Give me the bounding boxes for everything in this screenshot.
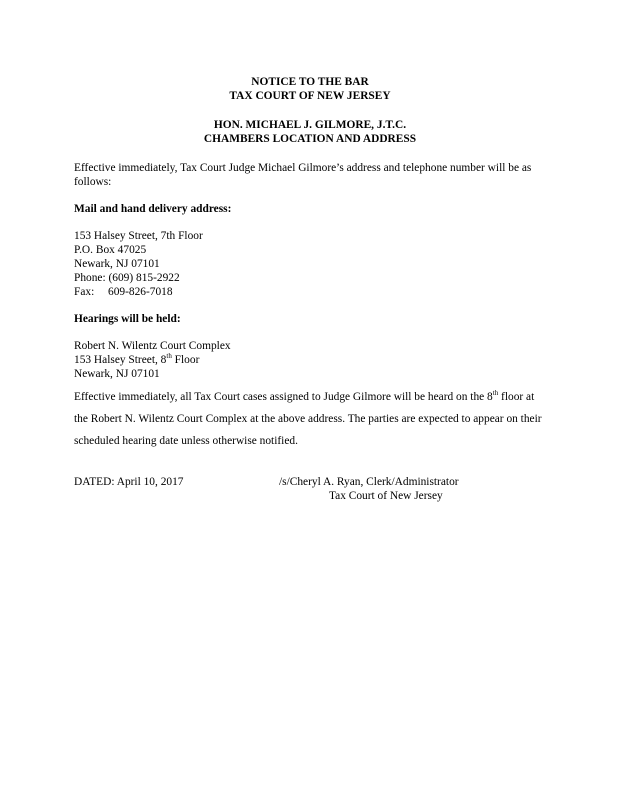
- signature-row: [74, 475, 546, 507]
- notice-ordinal: th: [492, 389, 499, 397]
- hearings-street-floor: Floor: [171, 354, 200, 366]
- judge-name: HON. MICHAEL J. GILMORE, J.T.C.: [213, 119, 407, 131]
- hearings-heading: Hearings will be held:: [74, 313, 181, 325]
- mail-city: Newark, NJ 07101: [74, 258, 160, 270]
- fax-number: 609-826-7018: [108, 286, 173, 298]
- hearings-street-text: 153 Halsey Street, 8: [74, 354, 167, 366]
- intro-paragraph: Effective immediately, Tax Court Judge Michael Gilmore’s address and telephone number will be as follows:: [74, 162, 532, 188]
- chambers-heading: CHAMBERS LOCATION AND ADDRESS: [203, 133, 417, 145]
- mail-address-block: [74, 229, 546, 299]
- mail-phone: Phone: (609) 815-2922: [74, 272, 180, 284]
- hearings-street-ordinal: th: [166, 352, 172, 360]
- signature-court: Tax Court of New Jersey: [329, 490, 443, 502]
- court-name: TAX COURT OF NEW JERSEY: [229, 90, 391, 102]
- fax-label: Fax:: [74, 286, 95, 298]
- notice-text-post: floor at the Robert N. Wilentz Court Complex at the above address. The parties are expected to appear on their scheduled hearing date unless otherwise notified.: [74, 391, 542, 447]
- dated-line: DATED: April 10, 2017: [74, 476, 184, 488]
- mail-street: 153 Halsey Street, 7th Floor: [74, 230, 203, 242]
- notice-document: [74, 75, 546, 507]
- hearings-address-block: [74, 339, 546, 381]
- mail-heading: Mail and hand delivery address:: [74, 203, 232, 215]
- notice-paragraph: [74, 386, 546, 452]
- signature-line: /s/Cheryl A. Ryan, Clerk/Administrator: [279, 476, 459, 488]
- notice-text-pre: Effective immediately, all Tax Court cases assigned to Judge Gilmore will be heard on the 8: [74, 391, 493, 403]
- notice-title: NOTICE TO THE BAR: [251, 76, 369, 88]
- mail-fax: [74, 285, 546, 299]
- hearings-city: Newark, NJ 07101: [74, 368, 160, 380]
- hearings-complex: Robert N. Wilentz Court Complex: [74, 340, 231, 352]
- mail-pobox: P.O. Box 47025: [74, 244, 147, 256]
- hearings-street: [74, 353, 546, 367]
